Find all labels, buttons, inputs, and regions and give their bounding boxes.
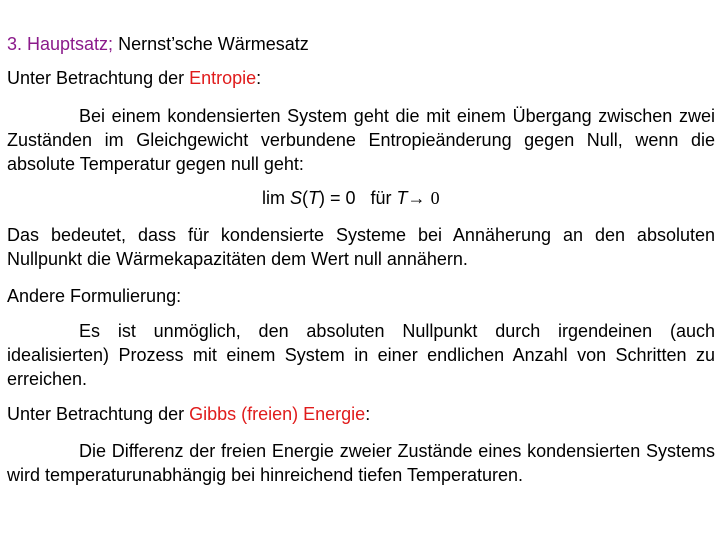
- entropy-intro-suffix: :: [256, 68, 262, 88]
- formula-arrow: →: [407, 188, 431, 208]
- formula-open: (: [302, 188, 309, 208]
- gibbs-keyword: Gibbs (freien) Energie: [189, 404, 366, 424]
- entropy-intro-prefix: Unter Betrachtung der: [7, 68, 190, 88]
- entropy-statement-paragraph: [7, 104, 715, 176]
- meaning-paragraph: [7, 223, 715, 271]
- gibbs-intro-suffix: :: [365, 404, 371, 424]
- heading-title: Nernst’sche Wärmesatz: [113, 34, 309, 54]
- formula-zero: 0: [430, 188, 440, 208]
- formula-close: ) = 0 für: [319, 188, 397, 208]
- formula-t: T: [308, 188, 320, 208]
- gibbs-statement-paragraph: [7, 439, 715, 487]
- heading-number: 3. Hauptsatz;: [7, 34, 114, 54]
- alt-intro-text: Andere Formulierung:: [7, 286, 182, 306]
- entropy-intro: [7, 66, 261, 90]
- entropy-keyword: Entropie: [189, 68, 257, 88]
- gibbs-statement-text: Die Differenz der freien Energie zweier Zustände eines kondensierten Systems wird temperaturunabhängig bei hinreichend tiefen Temperaturen.: [7, 441, 715, 485]
- formula-t-limit: T: [396, 188, 408, 208]
- gibbs-intro-prefix: Unter Betrachtung der: [7, 404, 190, 424]
- entropy-statement-text: Bei einem kondensierten System geht die mit einem Übergang zwischen zwei Zuständen im Gleichgewicht verbundene Entropieänderung gegen Null, wenn die absolute Temperatur gegen null geht:: [7, 106, 715, 174]
- meaning-text: Das bedeutet, dass für kondensierte Systeme bei Annäherung an den absoluten Nullpunkt die Wärmekapazitäten dem Wert null annähern.: [7, 225, 715, 269]
- alt-statement-text: Es ist unmöglich, den absoluten Nullpunkt durch irgendeinen (auch idealisierten) Prozess mit einem System in einer endlichen Anzahl von Schritten zu erreichen.: [7, 321, 715, 389]
- formula-lim: lim: [262, 188, 290, 208]
- alt-statement-paragraph: [7, 319, 715, 391]
- alt-intro: [7, 284, 181, 308]
- gibbs-intro: [7, 402, 370, 426]
- limit-formula: [262, 186, 440, 210]
- section-heading: [7, 32, 309, 56]
- formula-s: S: [290, 188, 303, 208]
